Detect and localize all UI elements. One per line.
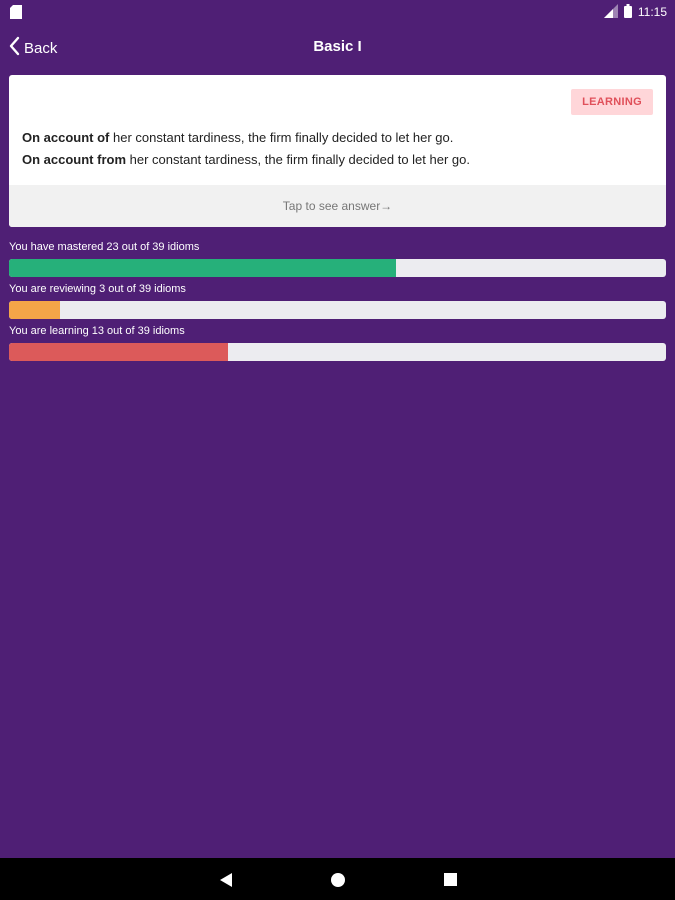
progress-section bbox=[9, 240, 666, 366]
navigation-bar bbox=[0, 858, 675, 900]
idiom-phrase: On account of bbox=[22, 130, 110, 145]
back-label: Back bbox=[24, 39, 58, 57]
idiom-card[interactable] bbox=[9, 75, 666, 227]
sd-card-icon bbox=[10, 5, 22, 19]
page-title: Basic I bbox=[313, 38, 362, 55]
sentence-list bbox=[22, 127, 470, 171]
sentence-option[interactable] bbox=[22, 127, 470, 149]
nav-recents-icon[interactable] bbox=[442, 871, 460, 889]
signal-icon bbox=[604, 4, 618, 21]
progress-label: You have mastered 23 out of 39 idioms bbox=[9, 241, 200, 253]
tap-to-see-answer-button[interactable]: Tap to see answer→ bbox=[9, 185, 666, 227]
mastered-progress bbox=[9, 240, 666, 282]
idiom-phrase: On account from bbox=[22, 152, 127, 167]
progress-track bbox=[9, 259, 666, 277]
sentence-text: her constant tardiness, the firm finally decided to let her go. bbox=[109, 130, 454, 145]
sentence-text: her constant tardiness, the firm finally decided to let her go. bbox=[126, 152, 470, 167]
status-badge: LEARNING bbox=[571, 89, 653, 115]
progress-label: You are reviewing 3 out of 39 idioms bbox=[9, 283, 186, 295]
progress-track bbox=[9, 301, 666, 319]
progress-fill bbox=[9, 259, 396, 277]
battery-icon bbox=[624, 4, 632, 21]
app-bar bbox=[0, 24, 675, 72]
reviewing-progress bbox=[9, 282, 666, 324]
sentence-option[interactable] bbox=[22, 149, 470, 171]
progress-label: You are learning 13 out of 39 idioms bbox=[9, 325, 185, 337]
nav-home-icon[interactable] bbox=[329, 871, 347, 889]
nav-back-icon[interactable] bbox=[218, 871, 236, 889]
status-time: 11:15 bbox=[637, 5, 667, 19]
learning-progress bbox=[9, 324, 666, 366]
progress-fill bbox=[9, 301, 60, 319]
progress-track bbox=[9, 343, 666, 361]
progress-fill bbox=[9, 343, 228, 361]
status-bar bbox=[0, 0, 675, 24]
